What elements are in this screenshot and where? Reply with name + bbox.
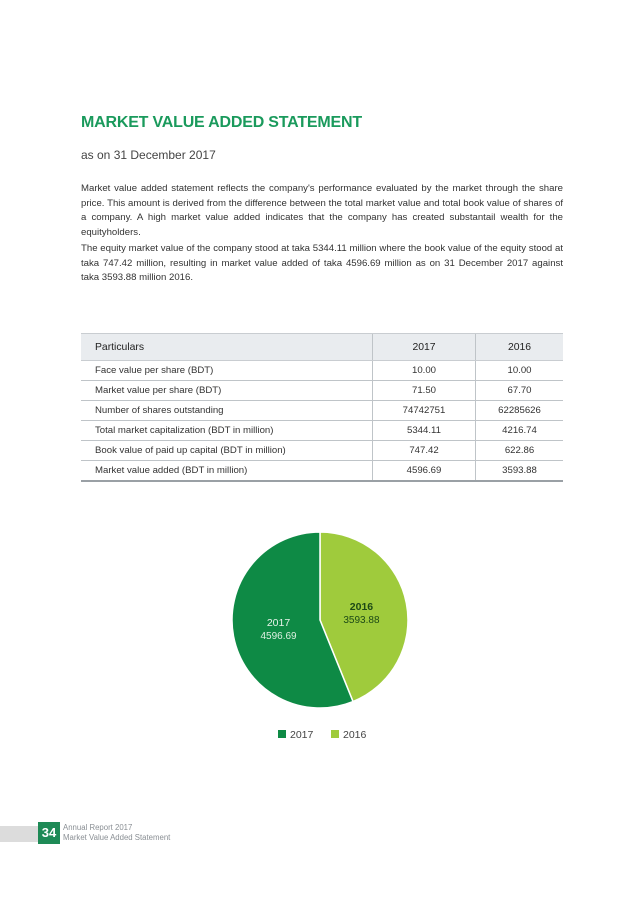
pie-value-2016: 3593.88 xyxy=(343,614,380,626)
footer-section-name: Market Value Added Statement xyxy=(63,833,171,842)
page-title: MARKET VALUE ADDED STATEMENT xyxy=(81,114,362,131)
row-value-2016: 62285626 xyxy=(476,401,564,421)
pie-label-2017: 2017 xyxy=(266,617,291,630)
row-label: Book value of paid up capital (BDT in million) xyxy=(81,441,373,461)
page-number: 34 xyxy=(38,822,60,844)
intro-paragraph: Market value added statement reflects the company's performance evaluated by the market through the share price. This amount is derived from the difference between the total market value and total book value of shares of a company. A high market value added indicates that the company has created substantail wealth for the equityholders. xyxy=(81,183,563,238)
row-label: Total market capitalization (BDT in million) xyxy=(81,421,373,441)
table-row xyxy=(81,421,563,441)
table-row xyxy=(81,441,563,461)
row-label: Number of shares outstanding xyxy=(81,401,373,421)
row-value-2017: 10.00 xyxy=(373,361,476,381)
table-row xyxy=(81,381,563,401)
pie-label-2016: 2016 xyxy=(349,600,374,613)
row-value-2017: 74742751 xyxy=(373,401,476,421)
legend-swatch-2017 xyxy=(278,730,286,738)
header-2016: 2016 xyxy=(476,334,564,361)
table-header-row xyxy=(81,334,563,361)
row-label: Market value per share (BDT) xyxy=(81,381,373,401)
page-subtitle: as on 31 December 2017 xyxy=(81,148,216,162)
summary-paragraph: The equity market value of the company stood at taka 5344.11 million where the book value of the equity stood at taka 747.42 million, resulting in market value added of taka 4596.69 million as on 31 December 2017 against taka 3593.88 million 2016. xyxy=(81,243,563,284)
row-value-2016: 622.86 xyxy=(476,441,564,461)
row-value-2017: 4596.69 xyxy=(373,461,476,482)
table-row xyxy=(81,401,563,421)
market-value-table xyxy=(81,333,563,482)
pie-value-2017: 4596.69 xyxy=(260,631,297,643)
header-particulars: Particulars xyxy=(81,334,373,361)
pie-slices xyxy=(232,532,408,708)
row-value-2016: 3593.88 xyxy=(476,461,564,482)
row-value-2016: 67.70 xyxy=(476,381,564,401)
row-value-2016: 4216.74 xyxy=(476,421,564,441)
chart-legend xyxy=(278,729,367,741)
row-label: Market value added (BDT in million) xyxy=(81,461,373,482)
legend-label-2016: 2016 xyxy=(343,729,367,741)
footer-report-name: Annual Report 2017 xyxy=(63,823,133,832)
row-value-2017: 5344.11 xyxy=(373,421,476,441)
market-value-pie-chart xyxy=(220,520,420,750)
table-row xyxy=(81,461,563,482)
header-2017: 2017 xyxy=(373,334,476,361)
legend-label-2017: 2017 xyxy=(290,729,314,741)
footer-text xyxy=(63,823,170,843)
row-label: Face value per share (BDT) xyxy=(81,361,373,381)
table-row xyxy=(81,361,563,381)
footer-bar xyxy=(0,826,38,842)
row-value-2017: 747.42 xyxy=(373,441,476,461)
row-value-2016: 10.00 xyxy=(476,361,564,381)
row-value-2017: 71.50 xyxy=(373,381,476,401)
legend-swatch-2016 xyxy=(331,730,339,738)
